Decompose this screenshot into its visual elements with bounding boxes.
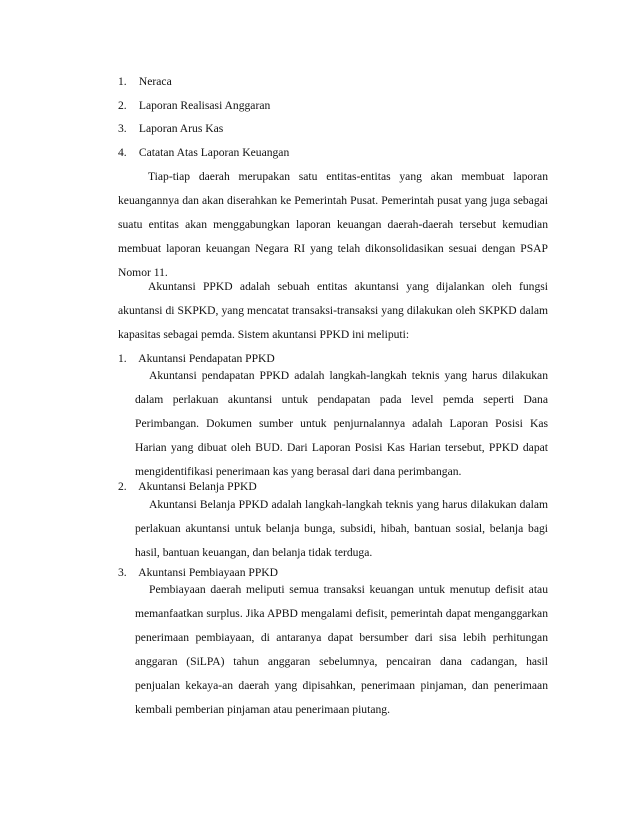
list-item-label: Catatan Atas Laporan Keuangan xyxy=(138,146,290,159)
paragraph-text: Tiap-tiap daerah merupakan satu entitas-entitas yang akan membuat laporan keuangannya dan akan diserahkan ke Pemerintah Pusat. Pemerintah pusat yang juga sebagai suatu entitas akan menggabungkan laporan keuangan daerah-daerah tersebut kemudian membuat laporan keuangan Negara RI yang telah dikonsolidasikan sesuai dengan PSAP Nomor 11. xyxy=(118,170,548,279)
section-number: 2. xyxy=(118,480,127,493)
list-item-number: 1. xyxy=(118,75,127,88)
section-heading-belanja xyxy=(118,480,257,493)
list-item xyxy=(118,75,172,88)
list-item-label: Neraca xyxy=(138,75,172,88)
paragraph-akuntansi-ppkd xyxy=(118,275,548,347)
section-title: Akuntansi Pembiayaan PPKD xyxy=(138,566,279,579)
list-item-number: 4. xyxy=(118,146,127,159)
list-item-label: Laporan Arus Kas xyxy=(138,122,224,135)
section-body-belanja xyxy=(135,493,548,565)
section-number: 1. xyxy=(118,352,127,365)
list-item xyxy=(118,122,223,135)
paragraph-entitas xyxy=(118,165,548,285)
list-item-label: Laporan Realisasi Anggaran xyxy=(138,99,271,112)
list-item-number: 2. xyxy=(118,99,127,112)
section-body-text: Akuntansi pendapatan PPKD adalah langkah-langkah teknis yang harus dilakukan dalam perlakuan akuntansi untuk pendapatan pada level pemda seperti Dana Perimbangan. Dokumen sumber untuk penjurnalannya adalah Laporan Posisi Kas Harian yang dibuat oleh BUD. Dari Laporan Posisi Kas Harian tersebut, PPKD dapat mengidentifikasi penerimaan kas yang berasal dari dana perimbangan. xyxy=(135,369,548,478)
section-title: Akuntansi Belanja PPKD xyxy=(138,480,257,493)
list-item-number: 3. xyxy=(118,122,127,135)
section-body-pembiayaan xyxy=(135,578,548,722)
section-number: 3. xyxy=(118,566,127,579)
section-body-pendapatan xyxy=(135,364,548,484)
section-title: Akuntansi Pendapatan PPKD xyxy=(138,352,275,365)
section-body-text: Akuntansi Belanja PPKD adalah langkah-langkah teknis yang harus dilakukan dalam perlakuan akuntansi untuk belanja bunga, subsidi, hibah, bantuan sosial, belanja bagi hasil, bantuan keuangan, dan belanja tidak terduga. xyxy=(135,498,548,559)
list-item xyxy=(118,146,289,159)
list-item xyxy=(118,99,270,112)
section-body-text: Pembiayaan daerah meliputi semua transaksi keuangan untuk menutup defisit atau memanfaatkan surplus. Jika APBD mengalami defisit, pemerintah dapat menganggarkan penerimaan pembiayaan, di antaranya dapat bersumber dari sisa lebih perhitungan anggaran (SiLPA) tahun anggaran sebelumnya, pencairan dana cadangan, hasil penjualan kekaya-an daerah yang dipisahkan, penerimaan pinjaman, dan penerimaan kembali pemberian pinjaman atau penerimaan piutang. xyxy=(135,583,548,716)
paragraph-text: Akuntansi PPKD adalah sebuah entitas akuntansi yang dijalankan oleh fungsi akuntansi di SKPKD, yang mencatat transaksi-transaksi yang dilakukan oleh SKPKD dalam kapasitas sebagai pemda. Sistem akuntansi PPKD ini meliputi: xyxy=(118,280,548,341)
